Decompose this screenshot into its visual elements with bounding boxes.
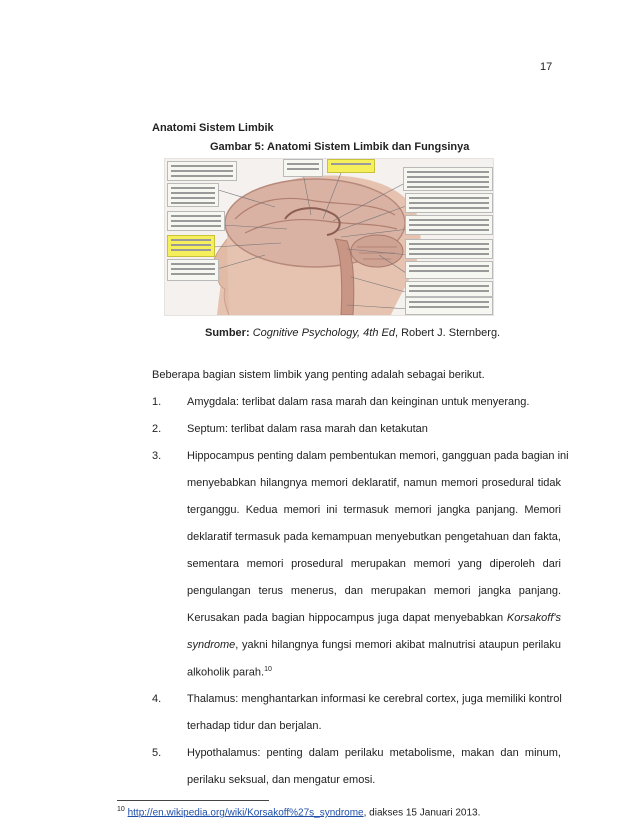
spinal-cord-label [405, 297, 493, 315]
amygdala-label [167, 235, 215, 257]
septal-nucleus-label [167, 211, 225, 231]
figure-caption: Gambar 5: Anatomi Sistem Limbik dan Fungsinya [210, 141, 470, 153]
list-item-line: sementara memori prosedural merupakan memori yang diperoleh dari [187, 558, 561, 570]
page-number: 17 [540, 61, 553, 73]
line-text: , yakni hilangnya fungsi memori akibat malnutrisi ataupun perilaku [235, 639, 561, 651]
list-item-line: Thalamus: menghantarkan informasi ke cerebral cortex, juga memiliki kontrol [187, 693, 562, 705]
footnote-number: 10 [117, 806, 125, 813]
thalamus-label [403, 167, 493, 191]
footnote-link[interactable]: http://en.wikipedia.org/wiki/Korsakoff%27s_syndrome [127, 807, 364, 819]
septum-label [283, 159, 323, 177]
list-number: 2. [152, 423, 162, 435]
cerebellum-label [405, 261, 493, 279]
syndrome-term: syndrome [187, 639, 236, 651]
footnote-rule [117, 800, 269, 801]
footnote-text: , diakses 15 Januari 2013. [363, 807, 481, 819]
list-item-line: pengulangan terus menerus, dan merupakan memori jangka panjang. [187, 585, 561, 597]
footnote [117, 806, 480, 818]
hypothalamus-label [405, 193, 493, 213]
figure-source [205, 327, 500, 339]
list-number: 4. [152, 693, 162, 705]
list-item-line [187, 639, 561, 651]
list-item-line: terganggu. Kedua memori ini termasuk memori jangka panjang. Memori [187, 504, 561, 516]
limbic-system-figure [164, 158, 494, 316]
pons-label [405, 239, 493, 259]
midbrain-label [405, 215, 493, 235]
line-text: Kerusakan pada bagian hippocampus juga dapat menyebabkan [187, 612, 507, 624]
line-text: alkoholik parah. [187, 666, 265, 679]
list-item-line: Hippocampus penting dalam pembentukan memori, gangguan pada bagian ini [187, 450, 569, 462]
list-item-line [187, 612, 561, 624]
list-item-line: terhadap tidur dan berjalan. [187, 720, 322, 732]
medulla-label [405, 281, 493, 297]
list-item-text: Amygdala: terlibat dalam rasa marah dan keinginan untuk menyerang. [187, 396, 530, 408]
list-item-line: perilaku seksual, dan mengatur emosi. [187, 774, 376, 786]
list-number: 3. [152, 450, 162, 462]
intro-paragraph: Beberapa bagian sistem limbik yang penting adalah sebagai berikut. [152, 369, 485, 381]
corpus-callosum-label [167, 183, 219, 207]
korsakoff-term: Korsakoff's [506, 612, 561, 624]
list-number: 1. [152, 396, 162, 408]
pituitary-gland-label [167, 259, 219, 281]
list-item-line: menyebabkan hilangnya memori deklaratif, namun memori prosedural tidak [187, 477, 561, 489]
source-label: Sumber: [205, 327, 250, 339]
list-number: 5. [152, 747, 162, 759]
source-book: Cognitive Psychology, 4th Ed [252, 327, 395, 339]
cingulate-cortex-label [167, 161, 237, 181]
source-author: , Robert J. Sternberg. [394, 327, 501, 339]
list-item-text: Septum: terlibat dalam rasa marah dan ketakutan [187, 423, 428, 435]
list-item-line: deklaratif termasuk pada kemampuan menyebutkan pengetahuan dan fakta, [187, 531, 561, 543]
hippocampus-label [327, 159, 375, 173]
list-item-line [187, 666, 561, 679]
list-item-line: Hypothalamus: penting dalam perilaku metabolisme, makan dan minum, [187, 747, 561, 759]
footnote-reference: 10 [264, 666, 272, 673]
section-heading: Anatomi Sistem Limbik [152, 122, 274, 134]
